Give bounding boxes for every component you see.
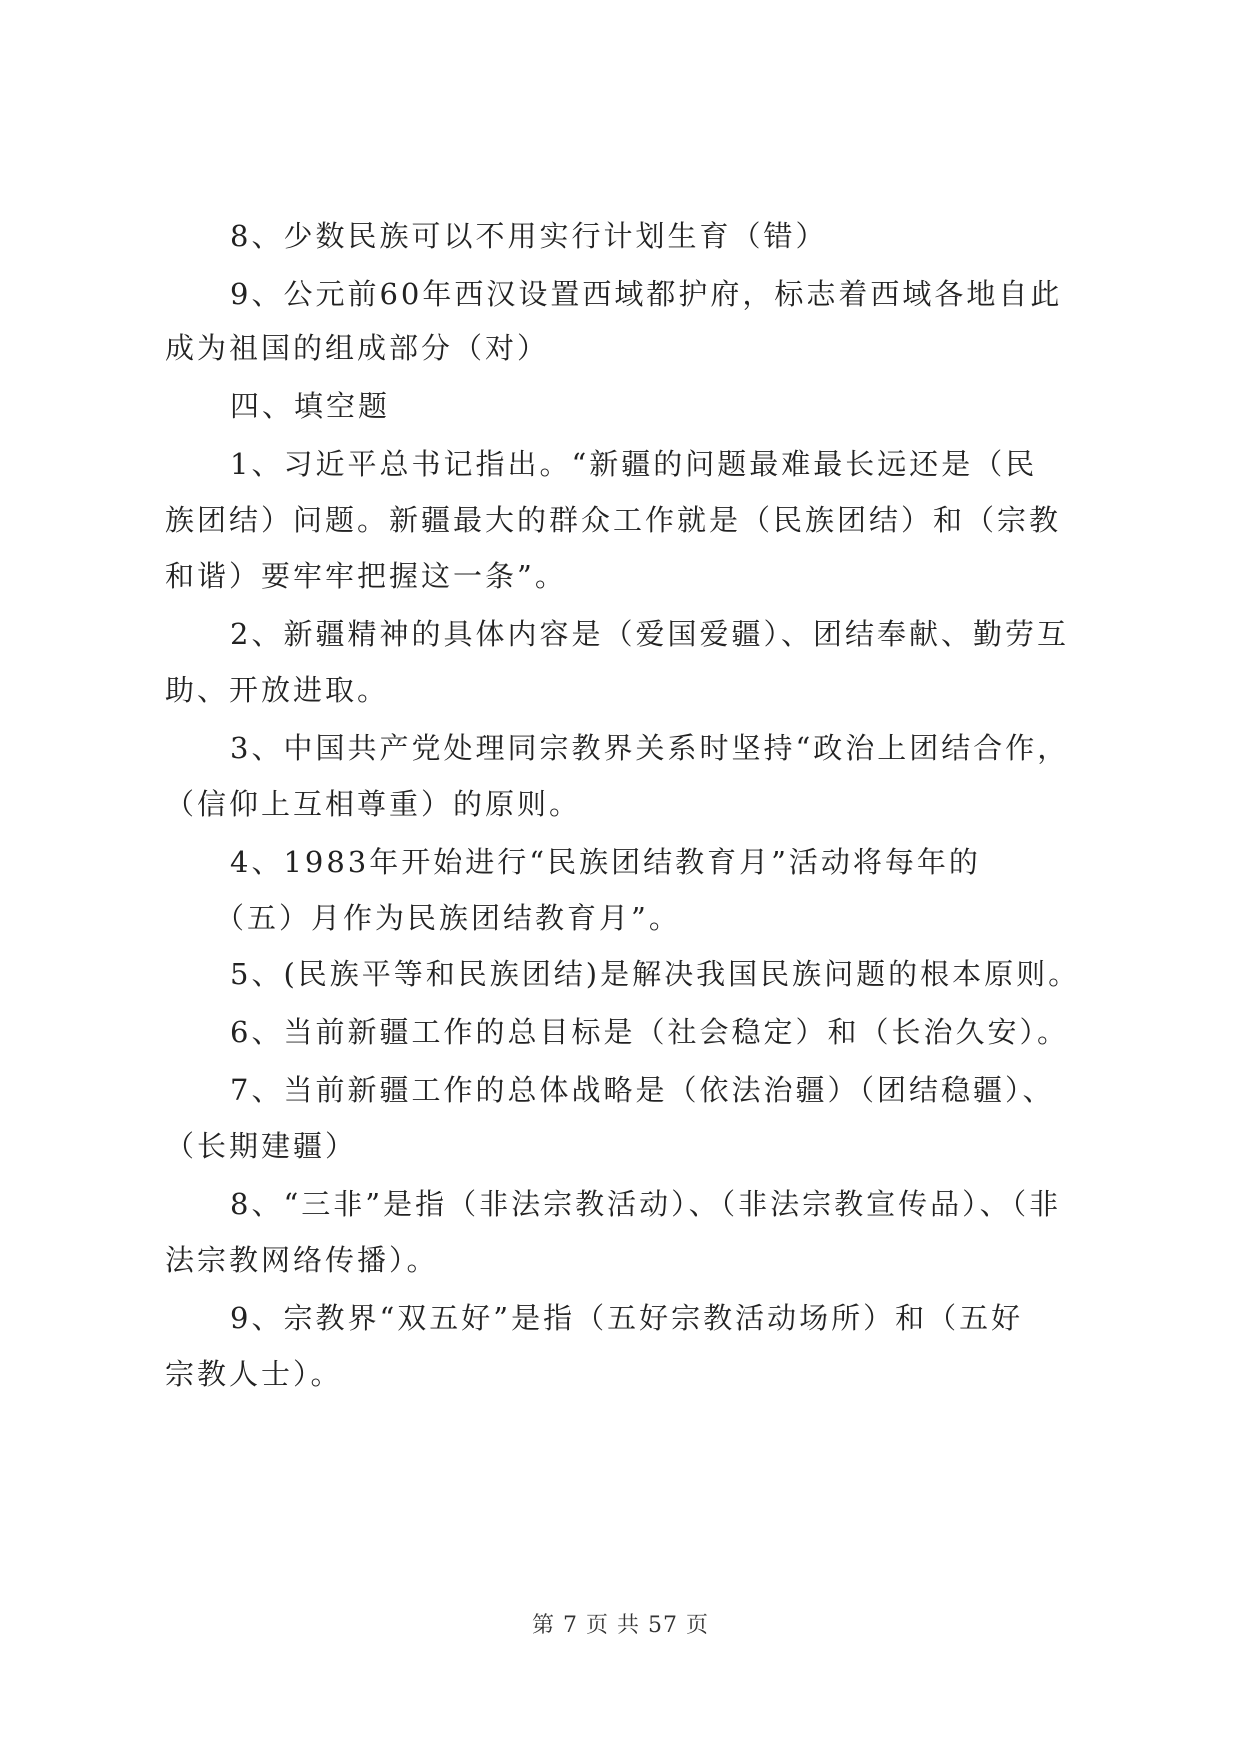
text-line: 3、中国共产党处理同宗教界关系时坚持“政治上团结合作，	[230, 731, 1070, 765]
page-footer: 第 7 页 共 57 页	[532, 1613, 709, 1638]
text-line: 2、新疆精神的具体内容是（爱国爱疆）、团结奉献、勤劳互	[230, 617, 1069, 651]
text-line: 6、当前新疆工作的总目标是（社会稳定）和（长治久安）。	[230, 1015, 1069, 1049]
text-line: 9、公元前60年西汉设置西域都护府，标志着西域各地自此	[230, 277, 1063, 311]
text-line: 成为祖国的组成部分（对）	[165, 331, 550, 365]
text-line: 助、开放进取。	[165, 673, 390, 707]
text-line: 9、宗教界“双五好”是指（五好宗教活动场所）和（五好	[230, 1301, 1024, 1335]
text-line: 7、当前新疆工作的总体战略是（依法治疆）（团结稳疆）、	[230, 1073, 1055, 1107]
text-line: 法宗教网络传播）。	[165, 1243, 439, 1277]
text-line: 宗教人士）。	[165, 1357, 343, 1391]
text-line: 8、少数民族可以不用实行计划生育（错）	[230, 219, 828, 253]
text-line: （信仰上互相尊重）的原则。	[165, 787, 582, 821]
text-line: 族团结）问题。新疆最大的群众工作就是（民族团结）和（宗教	[165, 503, 1062, 537]
text-line: （长期建疆）	[165, 1129, 358, 1163]
text-line: （五）月作为民族团结教育月”。	[215, 901, 681, 935]
text-line: 4、1983年开始进行“民族团结教育月”活动将每年的	[230, 845, 981, 879]
section-heading: 四、填空题	[230, 389, 391, 423]
text-line: 5、(民族平等和民族团结)是解决我国民族问题的根本原则。	[230, 957, 1081, 991]
text-line: 和谐）要牢牢把握这一条”。	[165, 559, 567, 593]
text-line: 8、“三非”是指（非法宗教活动）、（非法宗教宣传品）、（非	[230, 1187, 1062, 1221]
text-line: 1、习近平总书记指出。“新疆的问题最难最长远还是（民	[230, 447, 1038, 481]
